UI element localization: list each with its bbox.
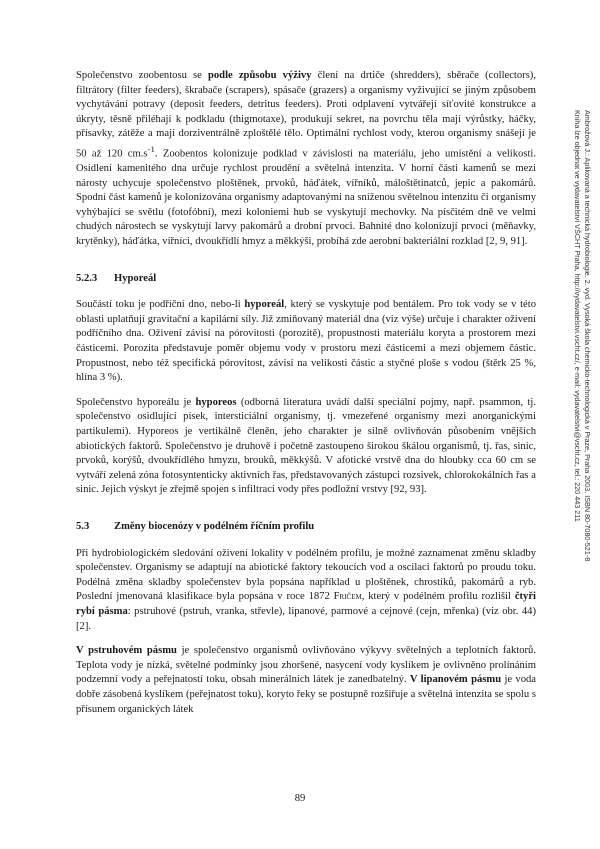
side-note bbox=[573, 110, 592, 670]
side-note-order-info: Kniha lze objednat ve vydavatelství VŠCHT Praha, http://vydavatelstvi.vscht.cz/, e-mail: vydavatelstvi@vscht.cz, tel.: 220 443 211 bbox=[573, 110, 583, 522]
intro-text-1: Společenstvo zoobentosu se bbox=[76, 70, 208, 81]
bold-term-trout-zone: V pstruhovém pásmu bbox=[76, 645, 177, 657]
hyporeal-paragraph-1 bbox=[76, 298, 536, 386]
page-number: 89 bbox=[294, 793, 306, 804]
biocenosis-paragraph-1 bbox=[76, 547, 536, 635]
text: (odborná literatura uvádí další speciální pojmy, např. psammon, tj. společenstvo osidlující písek, intersticiální organismy, tj. vmezeřené organismy mezi anorganickými partikulemi). Hyporeos je vertikálně členěn, jeho charakter je silně ovlivňován působením vnějších abiotických faktorů. Společenstvo je druhově i početně zastoupeno širokou škálou organismů, tj. řas, sinic, prvoků, korýšů, dvoukřídlého hmyzu, brouků, měkkýšů. V afotické vrstvě dna do hloubky cca 60 cm se vytváří zelená zóna fotosyntenticky aktivních řas, představovaných zástupci rozsivek, chlorokokálních řas a sinic. Jejich výskyt je zřejmě spojen s infiltrací vody přes podložní vrstvy [92, 93]. bbox=[76, 396, 536, 496]
text: Při hydrobiologickém sledování oživení lokality v podélném profilu, je možné zaznamenat změnu skladby společenstev. Organismy se adaptují na abiotické faktory tekoucích vod a oscilaci faktorů po proudu toku. Podélná změna skladby společenstev byla popsána například u ploštěnek, chrostíků, pakomárů a ryb. Poslední jmenovaná klasifikace byla popsána v roce 1872 bbox=[76, 547, 536, 603]
hyporeal-paragraph-2 bbox=[76, 396, 536, 498]
section-heading-5-2-3 bbox=[76, 272, 536, 287]
text: : pstruhové (pstruh, vranka, střevle), lipanové, parmové a cejnové (cejn, mřenka) (viz obr. 44) [2]. bbox=[76, 605, 536, 632]
intro-bold-feeding: podle způsobu výživy bbox=[207, 70, 312, 81]
bold-term-grayling-zone: V lipanovém pásmu bbox=[409, 674, 502, 686]
intro-superscript: -1 bbox=[147, 143, 155, 154]
text: Společenstvo hyporeálu je bbox=[76, 396, 196, 408]
author-name: Fričem bbox=[333, 591, 362, 603]
text: je společenstvo organismů ovlivňováno výkyvy světelných a teplotních faktorů. Teplota vody je nízká, světelné podmínky jsou zhoršené, nasycení vody kyslíkem je ovlivněno prolínáním podzemní vody a peřejnatostí toku, obsah minerálních látek je zanedbatelný. bbox=[76, 645, 537, 686]
bold-term-hyporeos: hyporeos bbox=[195, 396, 237, 408]
section-number: 5.3 bbox=[76, 520, 90, 532]
intro-text-2: člení na drtiče (shredders), sběrače (collectors), filtrátory (filter feeders), škrabače (scrapers), spásače (grazers) a organismy vyživující se jiným způsobem vychytávání potravy (deposit feeders, detritus feeders). Proti odplavení vytvářejí síťovité konstrukce a úkryty, těsně přiléhají k podkladu (thigmotaxe), produkují sekret, na povrchu těla mají výrůstky, háčky, přísavky, zátěže a mají dorziventrálně zploštělé tělo. Optimální rychlost vody, kterou organismy snášejí je 50 až 120 cm.s bbox=[76, 70, 536, 160]
page-content bbox=[76, 69, 536, 727]
text: Součástí toku je podříční dno, nebo-li bbox=[76, 299, 245, 311]
bold-term-hyporeal: hyporeál bbox=[244, 299, 285, 311]
text: , který v podélném profilu rozlišil bbox=[361, 591, 515, 603]
intro-text-3: . Zoobentos kolonizuje podklad v závislosti na materiálu, jeho umístění a velikosti. Osídlení kamenitého dna určuje rychlost proudění a světelná intenzita. V horní části kamenů se mezi nárosty uchycuje společenstvo ploštěnek, prvoků, háďátek, vířníků, máloštětinatců, jepic a pakomárů. Spodní část kamenů je kolonizována organismy adaptovanými na sníženou světelnou intenzitu či organismy vyhýbající se světlu (fotofóbní), mezi koloniemi hub se vyskytují mechovky. Na písčitém dně ve velmi chudých nárostech se vyskytují larvy pakomárů a drobní prvoci. Bahnité dno kolonizují prvoci (měňavky, krytěnky), háďátka, vířníci, dvoukřídlí hmyz a měkkýši, probíhá zde aerobní bakteriální rozklad [2, 9, 91]. bbox=[76, 148, 536, 248]
intro-paragraph bbox=[76, 69, 536, 250]
text: je voda dobře zásobená kyslíkem (peřejnatost toku), koryto řeky se postupně rozšiřuje a světelná intenzita se spolu s přísunem organických látek bbox=[76, 674, 537, 715]
bold-term-fish-zones: čtyři rybí pásma bbox=[76, 591, 536, 617]
section-title: Změny biocenózy v podélném říčním profilu bbox=[114, 520, 315, 532]
section-title: Hyporeál bbox=[114, 272, 157, 284]
biocenosis-paragraph-2 bbox=[76, 644, 536, 717]
text: , který se vyskytuje pod bentálem. Pro tok vody se v této oblasti uplatňují gravitační a kapilární síly. Již zmiňovaný materiál dna (viz výše) určuje i charakter oživení podříčního dna. Oživení závisí na pórovitosti (porozitě), propustnosti materiálu koryta a prostorem mezi částicemi. Porozita představuje poměr objemu vody v prostoru mezi částicemi a mezi objemem částic. Propustnost, nebo též specifická pórovitost, závisí na velikosti částic a styčné ploše s vodou (štěrk 25 %, hlína 3 %). bbox=[76, 299, 536, 384]
side-note-citation: Ambrožová J.: Aplikovaná a technická hydrobiologie. 2. vyd. Vysoká škola chemicko-technologická v Praze, Praha 2003. ISBN 80-7080-521-8 bbox=[583, 110, 592, 562]
section-number: 5.2.3 bbox=[76, 272, 98, 284]
section-heading-5-3 bbox=[76, 520, 536, 535]
